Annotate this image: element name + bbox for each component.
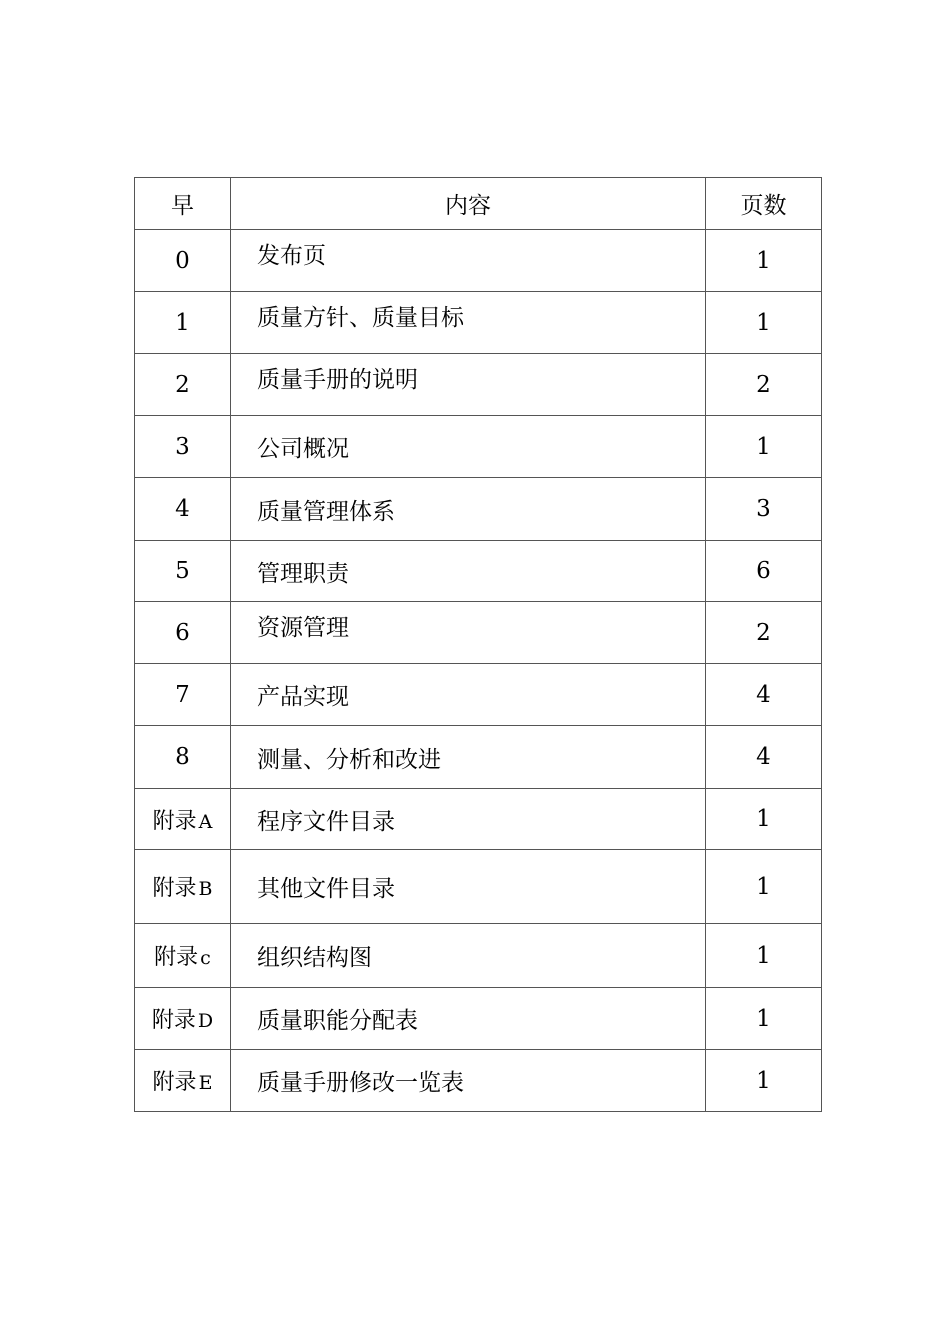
appendix-label: 附录	[152, 808, 197, 834]
row-chapter	[135, 1050, 231, 1112]
appendix-letter: A	[198, 810, 213, 833]
table-of-contents	[134, 177, 822, 1112]
row-pages: 4	[706, 664, 822, 726]
row-content: 测量、分析和改进	[231, 726, 706, 789]
table-header-row	[135, 178, 822, 230]
table-row	[135, 924, 822, 988]
row-content: 程序文件目录	[231, 789, 706, 850]
appendix-label: 附录	[152, 876, 197, 901]
row-chapter: 8	[135, 726, 231, 789]
table-row	[135, 789, 822, 850]
table-row	[135, 726, 822, 789]
row-pages: 1	[706, 230, 822, 292]
table-row	[135, 354, 822, 416]
appendix-letter: B	[198, 878, 213, 900]
row-chapter: 3	[135, 416, 231, 478]
row-content: 组织结构图	[231, 924, 706, 988]
header-chapter: 早	[135, 178, 231, 230]
row-chapter: 0	[135, 230, 231, 292]
table-row	[135, 988, 822, 1050]
row-chapter: 6	[135, 602, 231, 664]
header-content: 内容	[231, 178, 706, 230]
table-row	[135, 230, 822, 292]
appendix-letter: D	[197, 1010, 214, 1032]
row-content: 发布页	[257, 243, 326, 269]
header-pages: 页数	[706, 178, 822, 230]
row-pages: 2	[706, 354, 822, 416]
table-row	[135, 602, 822, 664]
table-row	[135, 478, 822, 541]
row-chapter	[135, 850, 231, 924]
table-row	[135, 416, 822, 478]
appendix-label: 附录	[152, 1070, 197, 1095]
row-pages: 4	[706, 726, 822, 789]
row-chapter	[135, 924, 231, 988]
appendix-letter: E	[198, 1072, 213, 1094]
appendix-label: 附录	[154, 945, 199, 970]
row-pages: 1	[706, 988, 822, 1050]
table-row	[135, 1050, 822, 1112]
row-content: 质量手册的说明	[257, 367, 418, 393]
row-chapter: 5	[135, 541, 231, 602]
row-pages: 2	[706, 602, 822, 664]
appendix-letter: c	[200, 947, 211, 969]
appendix-label: 附录	[151, 1008, 196, 1033]
table-row	[135, 664, 822, 726]
row-content: 资源管理	[257, 615, 349, 641]
row-pages: 1	[706, 292, 822, 354]
row-content: 产品实现	[231, 664, 706, 726]
row-pages: 1	[706, 1050, 822, 1112]
row-pages: 6	[706, 541, 822, 602]
table-row	[135, 292, 822, 354]
row-content: 质量职能分配表	[231, 988, 706, 1050]
row-pages: 1	[706, 416, 822, 478]
table-row	[135, 541, 822, 602]
row-chapter: 2	[135, 354, 231, 416]
row-pages: 1	[706, 789, 822, 850]
table-row	[135, 850, 822, 924]
row-content: 其他文件目录	[231, 850, 706, 924]
row-content: 管理职责	[231, 541, 706, 602]
row-chapter: 4	[135, 478, 231, 541]
row-content: 质量管理体系	[231, 478, 706, 541]
row-pages: 1	[706, 850, 822, 924]
row-pages: 1	[706, 924, 822, 988]
row-chapter	[135, 789, 231, 850]
row-content: 质量方针、质量目标	[257, 305, 464, 331]
row-content: 公司概况	[231, 416, 706, 478]
row-chapter	[135, 988, 231, 1050]
row-content: 质量手册修改一览表	[231, 1050, 706, 1112]
row-chapter: 7	[135, 664, 231, 726]
row-pages: 3	[706, 478, 822, 541]
row-chapter: 1	[135, 292, 231, 354]
